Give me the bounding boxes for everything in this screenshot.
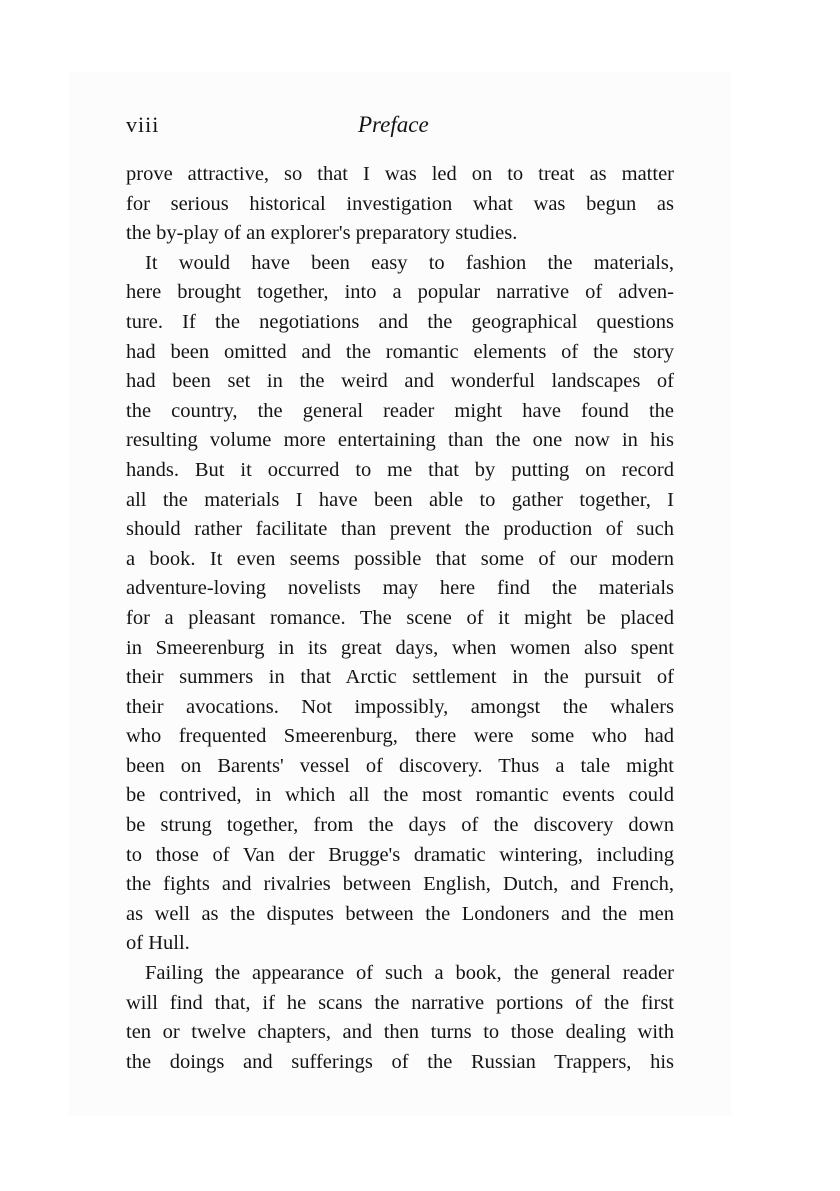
body-text	[126, 160, 674, 1077]
text-line: should rather facilitate than prevent the production of such	[126, 518, 674, 541]
text-line: their avocations. Not impossibly, amongst the whalers	[126, 695, 674, 718]
text-line: their summers in that Arctic settlement in the pursuit of	[126, 666, 674, 689]
page-header	[126, 112, 674, 142]
text-line: in Smeerenburg in its great days, when women also spent	[126, 636, 674, 659]
text-line: for serious historical investigation what was begun as	[126, 192, 674, 215]
text-line: the doings and sufferings of the Russian Trappers, his	[126, 1050, 674, 1073]
text-line: here brought together, into a popular narrative of adven-	[126, 281, 674, 304]
text-line: had been set in the weird and wonderful landscapes of	[126, 370, 674, 393]
text-line: the by-play of an explorer's preparatory studies.	[126, 222, 518, 245]
text-line: ture. If the negotiations and the geographical questions	[126, 310, 674, 333]
text-line: resulting volume more entertaining than the one now in his	[126, 429, 674, 452]
text-line: ten or twelve chapters, and then turns to those dealing with	[126, 1021, 674, 1044]
text-line: hands. But it occurred to me that by putting on record	[126, 458, 674, 481]
text-line: be strung together, from the days of the discovery down	[126, 814, 674, 837]
text-line: adventure-loving novelists may here find the materials	[126, 577, 674, 600]
text-line: a book. It even seems possible that some of our modern	[126, 547, 674, 570]
text-line: prove attractive, so that I was led on to treat as matter	[126, 163, 674, 185]
text-line: will find that, if he scans the narrative portions of the first	[126, 991, 674, 1014]
page-number: viii	[126, 112, 160, 137]
text-line: been on Barents' vessel of discovery. Thus a tale might	[126, 754, 674, 777]
text-line: all the materials I have been able to gather together, I	[126, 488, 674, 511]
text-line: of Hull.	[126, 932, 190, 955]
text-line: the fights and rivalries between English, Dutch, and French,	[126, 873, 674, 896]
text-line: be contrived, in which all the most romantic events could	[126, 784, 674, 807]
running-title: Preface	[358, 112, 429, 137]
text-line: had been omitted and the romantic elements of the story	[126, 340, 674, 363]
text-line: the country, the general reader might have found the	[126, 399, 674, 422]
text-line: to those of Van der Brugge's dramatic wintering, including	[126, 843, 674, 866]
text-line: Failing the appearance of such a book, the general reader	[145, 962, 674, 985]
text-line: for a pleasant romance. The scene of it might be placed	[126, 606, 674, 629]
text-line: who frequented Smeerenburg, there were some who had	[126, 725, 674, 748]
text-line: as well as the disputes between the Londoners and the men	[126, 902, 674, 925]
text-line: It would have been easy to fashion the materials,	[145, 251, 674, 274]
